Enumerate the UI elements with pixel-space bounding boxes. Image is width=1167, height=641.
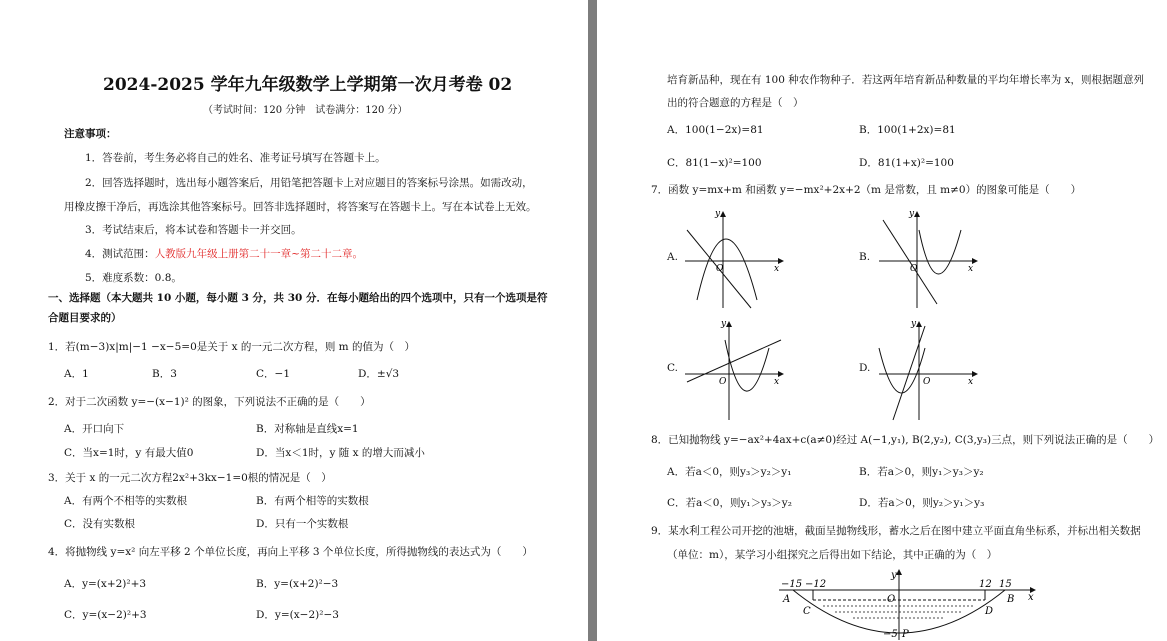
exam-page-right [597,0,1167,641]
x-label: x [1028,592,1034,603]
note-5: 5．难度系数：0.8。 [85,272,182,284]
q1-option-a: A．1 [64,368,89,380]
q7-option-b-label: B. [859,251,871,263]
q4-option-c: C．y=(x−2)²+3 [64,609,147,621]
origin-label: O [716,264,724,274]
origin-label: O [910,264,918,274]
parabola-curve [697,239,757,300]
line-graph [893,326,925,420]
q2-option-b: B．对称轴是直线x=1 [256,423,359,435]
exam-scope: 人教版九年级上册第二十一章~第二十二章。 [154,248,363,260]
q7-graph-d [879,318,979,428]
q9-pond-diagram [773,568,1043,641]
line-graph [883,220,937,304]
notes-heading: 注意事项： [64,128,117,140]
q6-stem-cont-2: 出的符合题意的方程是（ ） [667,97,804,109]
q2-stem: 2．对于二次函数 y=−(x−1)² 的图象，下列说法不正确的是（ ） [48,396,371,408]
section-title-line-1: 一、选择题（本大题共 10 小题，每小题 3 分，共 30 分．在每小题给出的四个选项中，只有一个选项是符 [48,292,548,304]
label-neg12: −12 [805,579,827,590]
q6-option-a: A．100(1−2x)=81 [667,124,764,136]
q7-option-a-label: A. [667,251,678,263]
x-label: x [774,377,780,387]
note-2: 2．回答选择题时，选出每小题答案后，用铅笔把答题卡上对应题目的答案标号涂黑。如需改动， [85,177,533,189]
y-label: y [721,319,727,329]
origin-label: O [923,377,931,387]
q9-stem-line-1: 9．某水利工程公司开挖的池塘，截面呈抛物线形，蓄水之后在图中建立平面直角坐标系，并标出相关数据 [651,525,1141,537]
label-neg15: −15 [781,579,803,590]
origin-label: O [887,594,896,605]
q2-option-d: D．当x＜1时，y 随 x 的增大而减小 [256,447,425,459]
q4-option-a: A．y=(x+2)²+3 [64,578,147,590]
q9-stem-line-2: （单位：m），某学习小组探究之后得出如下结论，其中正确的为（ ） [667,549,998,561]
q6-option-c: C．81(1−x)²=100 [667,157,762,169]
q3-option-c: C．没有实数根 [64,518,136,530]
y-label: y [715,209,721,219]
x-label: x [968,264,974,274]
q8-option-c: C．若a＜0，则y₁＞y₃＞y₂ [667,497,792,509]
section-title-line-2: 合题目要求的） [48,312,122,324]
line-graph [687,340,781,382]
q8-option-d: D．若a＞0，则y₂＞y₁＞y₃ [859,497,985,509]
page-divider [588,0,597,641]
label-15: 15 [999,579,1012,590]
q7-graph-b [879,208,979,318]
q1-option-c: C．−1 [256,368,291,380]
label-neg5: −5 [883,629,898,640]
q7-option-c-label: C. [667,362,678,374]
q7-option-d-label: D. [859,362,871,374]
q8-option-a: A．若a＜0，则y₃＞y₂＞y₁ [667,466,792,478]
q3-option-b: B．有两个相等的实数根 [256,495,369,507]
q4-option-d: D．y=(x−2)²−3 [256,609,339,621]
q2-option-a: A．开口向下 [64,423,125,435]
q6-stem-cont-1: 培育新品种，现在有 100 种农作物种子．若这两年培育新品种数量的平均年增长率为 x，则根据题意列 [667,74,1144,86]
q2-option-c: C．当x=1时，y 有最大值0 [64,447,194,459]
point-p-label: P [902,629,909,640]
note-1: 1．答卷前，考生务必将自己的姓名、准考证号填写在答题卡上。 [85,152,386,164]
q8-stem: 8．已知抛物线 y=−ax²+4ax+c(a≠0)经过 A(−1,y₁), B(2,y₂), C(3,y₃)三点，则下列说法正确的是（ ） [651,434,1160,446]
q3-stem: 3．关于 x 的一元二次方程2x²+3kx−1=0根的情况是（ ） [48,472,332,484]
q1-stem: 1．若(m−3)x|m|−1 −x−5=0是关于 x 的一元二次方程，则 m 的值为（ ） [48,341,415,353]
label-12: 12 [979,579,992,590]
x-label: x [774,264,780,274]
point-c-label: C [803,606,811,617]
x-label: x [968,377,974,387]
y-label: y [909,209,915,219]
parabola-curve [879,348,925,393]
point-d-label: D [985,606,994,617]
parabola-curve [725,340,769,391]
q6-option-d: D．81(1+x)²=100 [859,157,954,169]
exam-subtitle: （考试时间：120 分钟 试卷满分：120 分） [203,105,408,116]
q7-stem: 7．函数 y=mx+m 和函数 y=−mx²+2x+2（m 是常数，且 m≠0）的图象可能是（ ） [651,184,1082,196]
q7-graph-c [685,318,785,428]
q4-stem: 4．将抛物线 y=x² 向左平移 2 个单位长度，再向上平移 3 个单位长度，所得抛物线的表达式为（ ） [48,546,533,558]
y-label: y [891,570,897,581]
q1-option-d: D．±√3 [358,368,400,380]
note-4: 4．测试范围：人教版九年级上册第二十一章~第二十二章。 [85,248,363,260]
q3-option-a: A．有两个不相等的实数根 [64,495,188,507]
exam-title: 2024-2025 学年九年级数学上学期第一次月考卷 02 [103,75,513,95]
point-a-label: A [783,594,791,605]
point-b-label: B [1007,594,1015,605]
q3-option-d: D．只有一个实数根 [256,518,349,530]
note-2-cont: 用橡皮擦干净后，再选涂其他答案标号。回答非选择题时，将答案写在答题卡上。写在本试卷上无效。 [64,201,537,213]
q1-option-b: B．3 [152,368,177,380]
q6-option-b: B．100(1+2x)=81 [859,124,956,136]
note-3: 3．考试结束后，将本试卷和答题卡一并交回。 [85,224,302,236]
q4-option-b: B．y=(x+2)²−3 [256,578,339,590]
parabola-curve [919,230,961,274]
origin-label: O [719,377,727,387]
q7-graph-a [685,208,785,318]
y-label: y [911,319,917,329]
q8-option-b: B．若a＞0，则y₁＞y₃＞y₂ [859,466,984,478]
